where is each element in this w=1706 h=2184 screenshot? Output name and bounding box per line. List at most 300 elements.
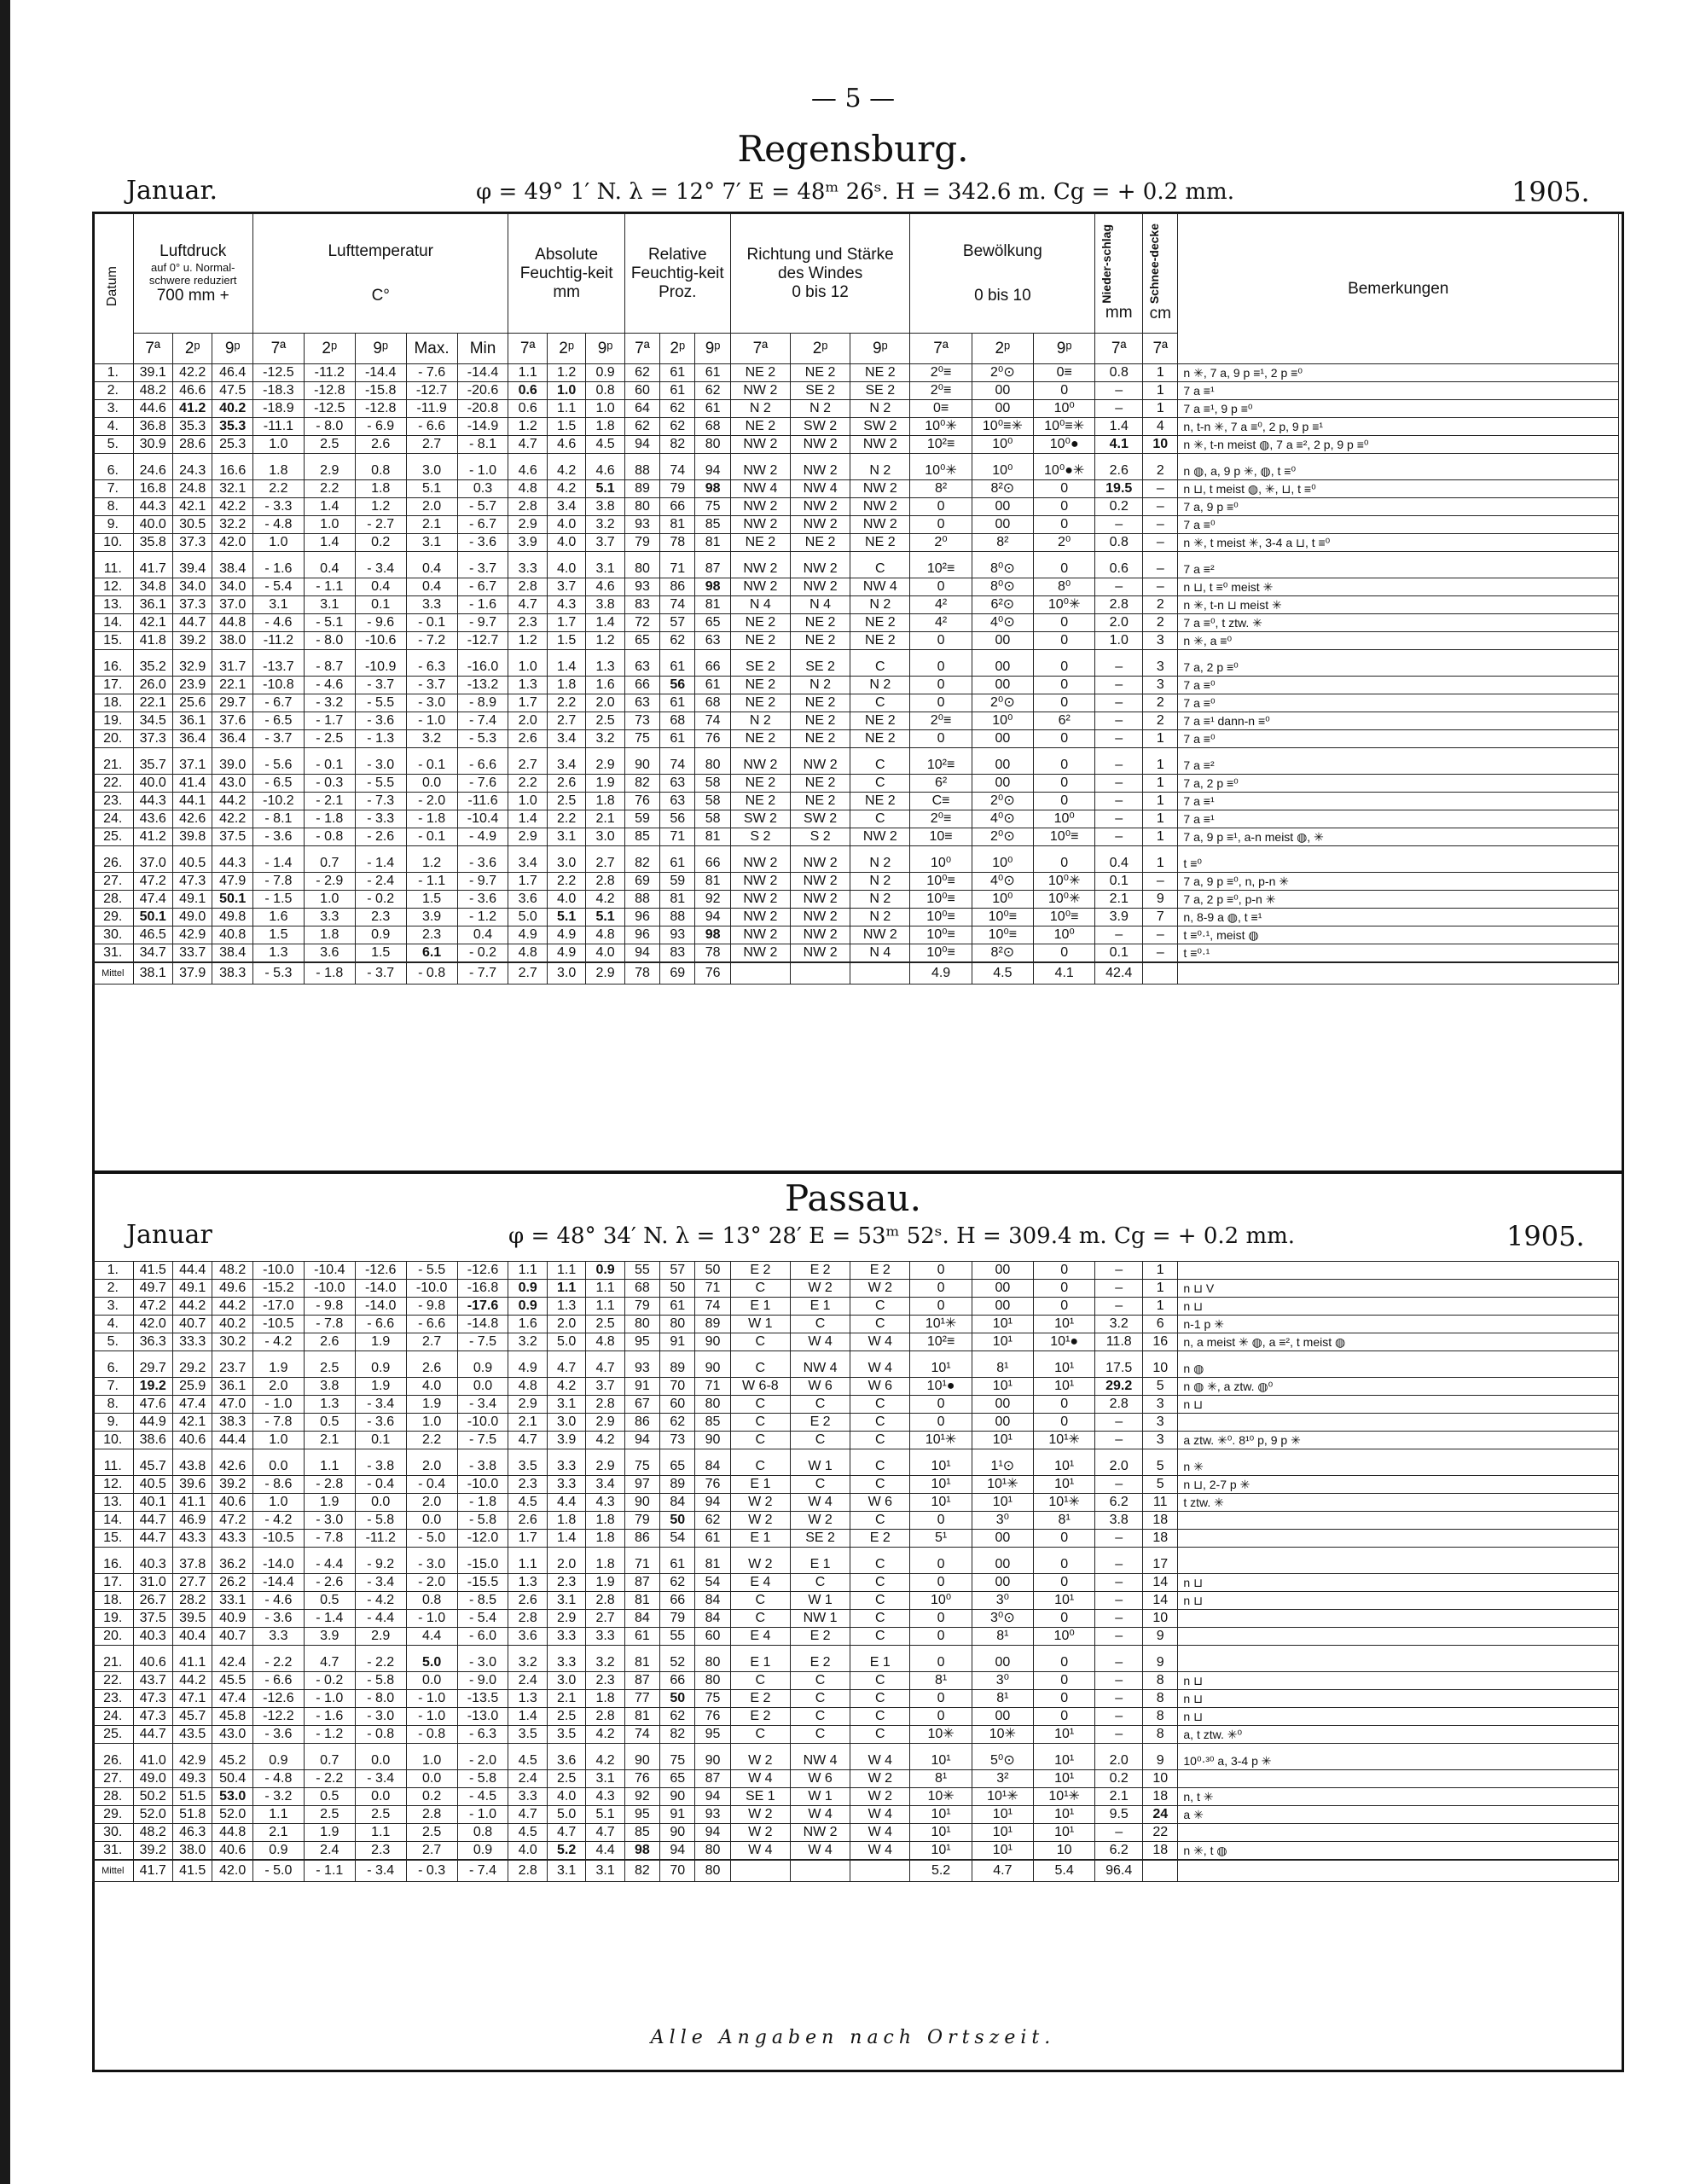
cell-w9: N 2	[850, 846, 910, 873]
cell-t9: - 6.9	[355, 418, 406, 436]
cell-w7: C	[730, 1280, 790, 1298]
cell-r2: 62	[660, 1708, 695, 1726]
cell-w9: C	[850, 1690, 910, 1708]
cell-w7: NE 2	[730, 632, 790, 650]
cell-r2: 50	[660, 1512, 695, 1530]
cell-w7: C	[730, 1432, 790, 1449]
cell-b7: 10⁰≡	[910, 891, 972, 909]
cell-tmin: - 4.5	[457, 1788, 508, 1806]
cell-p7: 42.0	[133, 1316, 172, 1333]
cell-w9: C	[850, 1726, 910, 1744]
cell-b2: 00	[972, 1530, 1033, 1548]
cell-a2: 2.2	[547, 694, 585, 712]
cell-r7: 94	[624, 944, 659, 963]
cell-p9: 50.1	[212, 891, 253, 909]
cell-a9: 2.9	[586, 748, 624, 775]
cell-t7: - 1.0	[252, 1396, 304, 1414]
sub-7a: 7ª	[1143, 334, 1178, 364]
cell-day: 25.	[93, 1726, 134, 1744]
cell-r2: 62	[660, 418, 695, 436]
cell-b2: 4⁰⊙	[972, 873, 1033, 891]
cell-w9: NW 2	[850, 926, 910, 944]
cell-p2: 41.1	[172, 1646, 212, 1672]
cell-b2: 10⁰	[972, 436, 1033, 454]
cell-b9: 0	[1034, 480, 1095, 498]
cell-b9: 10⁰	[1034, 810, 1095, 828]
cell-tmin: - 1.2	[457, 909, 508, 926]
cell-a7: 1.4	[508, 1708, 547, 1726]
cell-r9: 80	[695, 1646, 730, 1672]
cell-r7: 95	[624, 1333, 659, 1351]
cell-r9: 76	[695, 730, 730, 748]
cell-a2: 3.0	[547, 962, 585, 985]
cell-b7: 10⁰✳	[910, 418, 972, 436]
cell-p7: 35.8	[133, 534, 172, 552]
cell-w7: NW 2	[730, 909, 790, 926]
cell-r9: 66	[695, 650, 730, 677]
cell-p9: 40.6	[212, 1494, 253, 1512]
cell-a9: 4.7	[586, 1824, 624, 1842]
cell-w2: NW 2	[790, 891, 850, 909]
cell-r7: 95	[624, 1806, 659, 1824]
cell-remark: n ⊔	[1178, 1396, 1619, 1414]
cell-tmin: -10.0	[457, 1476, 508, 1494]
cell-tmax: 2.2	[406, 1432, 457, 1449]
cell-w9: SW 2	[850, 418, 910, 436]
cell-w7: S 2	[730, 828, 790, 846]
cell-t2: - 1.8	[304, 810, 355, 828]
cell-rain: 9.5	[1095, 1806, 1143, 1824]
cell-a7: 2.8	[508, 578, 547, 596]
cell-tmin: - 8.9	[457, 694, 508, 712]
cell-p9: 53.0	[212, 1788, 253, 1806]
cell-w9: W 2	[850, 1280, 910, 1298]
header-datum: Datum	[93, 214, 134, 364]
cell-r9: 84	[695, 1592, 730, 1610]
cell-a9: 2.9	[586, 1449, 624, 1476]
cell-w9: C	[850, 1574, 910, 1592]
cell-w9: C	[850, 694, 910, 712]
cell-day: 27.	[93, 1770, 134, 1788]
cell-a7: 1.3	[508, 1690, 547, 1708]
cell-p7: 39.1	[133, 364, 172, 382]
cell-remark: 7 a ≡¹ dann-n ≡⁰	[1178, 712, 1619, 730]
cell-t7: - 5.6	[252, 748, 304, 775]
cell-r2: 88	[660, 909, 695, 926]
cell-w9: W 2	[850, 1788, 910, 1806]
cell-day: 22.	[93, 775, 134, 793]
day-row	[93, 1378, 1619, 1396]
cell-b9: 0	[1034, 1574, 1095, 1592]
cell-b9: 10¹✳	[1034, 1788, 1095, 1806]
cell-tmin: -12.6	[457, 1262, 508, 1280]
cell-b9: 10¹●	[1034, 1333, 1095, 1351]
cell-a7: 3.6	[508, 1628, 547, 1646]
cell-t7: - 4.6	[252, 1592, 304, 1610]
cell-day: 19.	[93, 712, 134, 730]
cell-p7: 50.1	[133, 909, 172, 926]
cell-p7: 47.3	[133, 1690, 172, 1708]
cell-tmax: 2.7	[406, 436, 457, 454]
cell-b2: 00	[972, 516, 1033, 534]
day-row	[93, 1262, 1619, 1280]
cell-snow: 14	[1143, 1574, 1178, 1592]
cell-a2: 3.0	[547, 1414, 585, 1432]
cell-b7: 5¹	[910, 1530, 972, 1548]
cell-a2: 4.9	[547, 926, 585, 944]
cell-w2	[790, 962, 850, 985]
header-wind: Richtung und Stärke des Windes 0 bis 12	[730, 214, 910, 334]
cell-w9: NE 2	[850, 793, 910, 810]
cell-tmin: - 9.0	[457, 1672, 508, 1690]
cell-b7: 10⁰	[910, 846, 972, 873]
cell-a9: 1.8	[586, 793, 624, 810]
cell-remark: n ◍, a, 9 p ✳, ◍, t ≡⁰	[1178, 454, 1619, 480]
cell-r2: 50	[660, 1690, 695, 1708]
cell-w2: C	[790, 1672, 850, 1690]
cell-a9: 1.9	[586, 1574, 624, 1592]
cell-a9: 2.7	[586, 1610, 624, 1628]
cell-p9: 40.2	[212, 400, 253, 418]
cell-r2: 74	[660, 454, 695, 480]
cell-remark: n ⊔, t ≡⁰ meist ✳	[1178, 578, 1619, 596]
cell-rain: 3.9	[1095, 909, 1143, 926]
cell-t7: - 7.8	[252, 1414, 304, 1432]
cell-w7: NW 2	[730, 748, 790, 775]
cell-r2: 80	[660, 1316, 695, 1333]
cell-t7: 0.9	[252, 1744, 304, 1770]
cell-day: 3.	[93, 400, 134, 418]
cell-b9: 10⁰✳	[1034, 891, 1095, 909]
cell-p7: 41.0	[133, 1744, 172, 1770]
cell-r9: 78	[695, 944, 730, 963]
cell-t7: - 4.6	[252, 614, 304, 632]
cell-rain: –	[1095, 810, 1143, 828]
cell-a9: 3.3	[586, 1628, 624, 1646]
cell-p7: 44.7	[133, 1512, 172, 1530]
cell-t2: - 1.8	[304, 962, 355, 985]
cell-a7: 2.4	[508, 1672, 547, 1690]
cell-remark: n, 8-9 a ◍, t ≡¹	[1178, 909, 1619, 926]
cell-t9: - 7.3	[355, 793, 406, 810]
cell-tmax: 3.2	[406, 730, 457, 748]
cell-t9: - 3.4	[355, 552, 406, 578]
cell-a7: 2.6	[508, 1512, 547, 1530]
cell-a7: 3.5	[508, 1449, 547, 1476]
cell-t2: - 2.5	[304, 730, 355, 748]
cell-t9: 1.8	[355, 480, 406, 498]
cell-w2: NE 2	[790, 712, 850, 730]
cell-a9: 4.7	[586, 1351, 624, 1378]
cell-p7: 37.0	[133, 846, 172, 873]
day-row	[93, 846, 1619, 873]
cell-r7: 60	[624, 382, 659, 400]
cell-day: 30.	[93, 926, 134, 944]
cell-tmax: 2.8	[406, 1806, 457, 1824]
cell-t7: -10.0	[252, 1262, 304, 1280]
cell-r9: 62	[695, 382, 730, 400]
cell-w2: N 4	[790, 596, 850, 614]
cell-w2: NE 2	[790, 614, 850, 632]
cell-p7: 38.6	[133, 1432, 172, 1449]
day-row	[93, 454, 1619, 480]
cell-tmax: - 6.6	[406, 1316, 457, 1333]
cell-a9: 1.0	[586, 400, 624, 418]
day-row	[93, 1414, 1619, 1432]
day-row	[93, 1726, 1619, 1744]
cell-remark: n-1 p ✳	[1178, 1316, 1619, 1333]
cell-r2: 56	[660, 810, 695, 828]
cell-tmin: -16.0	[457, 650, 508, 677]
cell-t9: -10.9	[355, 650, 406, 677]
station-title-passau: Passau.	[785, 1177, 921, 1219]
cell-w7: W 2	[730, 1494, 790, 1512]
cell-p7: 44.3	[133, 793, 172, 810]
cell-rain: –	[1095, 1530, 1143, 1548]
cell-day: 24.	[93, 810, 134, 828]
cell-b9: 0	[1034, 1414, 1095, 1432]
day-row	[93, 498, 1619, 516]
cell-p7: 48.2	[133, 382, 172, 400]
cell-t2: - 7.8	[304, 1530, 355, 1548]
cell-a9: 2.8	[586, 1396, 624, 1414]
cell-p7: 35.2	[133, 650, 172, 677]
cell-t2: - 0.3	[304, 775, 355, 793]
cell-a9: 2.5	[586, 1316, 624, 1333]
cell-snow: 11	[1143, 1494, 1178, 1512]
cell-tmin: -20.6	[457, 382, 508, 400]
day-row	[93, 694, 1619, 712]
cell-r2: 83	[660, 944, 695, 963]
cell-w9: C	[850, 1449, 910, 1476]
cell-p2: 44.1	[172, 793, 212, 810]
cell-tmin: - 6.3	[457, 1726, 508, 1744]
cell-b7: 10¹	[910, 1494, 972, 1512]
cell-tmax: 0.4	[406, 552, 457, 578]
cell-t2: -10.0	[304, 1280, 355, 1298]
cell-p2: 49.0	[172, 909, 212, 926]
cell-a2: 1.5	[547, 418, 585, 436]
cell-rain: 2.8	[1095, 1396, 1143, 1414]
cell-a7: 2.1	[508, 1414, 547, 1432]
cell-a7: 1.7	[508, 1530, 547, 1548]
cell-tmin: - 5.8	[457, 1512, 508, 1530]
cell-snow: 2	[1143, 694, 1178, 712]
cell-a7: 2.4	[508, 1770, 547, 1788]
cell-a2: 3.1	[547, 828, 585, 846]
cell-p9: 44.8	[212, 1824, 253, 1842]
cell-p7: 16.8	[133, 480, 172, 498]
cell-a7: 0.6	[508, 400, 547, 418]
cell-a9: 2.1	[586, 810, 624, 828]
cell-t7: - 6.5	[252, 775, 304, 793]
cell-b7: 0	[910, 1396, 972, 1414]
cell-a2: 2.5	[547, 1708, 585, 1726]
cell-t9: - 3.4	[355, 1396, 406, 1414]
cell-b2: 00	[972, 1298, 1033, 1316]
cell-a7: 2.3	[508, 1476, 547, 1494]
cell-day: 18.	[93, 694, 134, 712]
cell-t9: - 3.0	[355, 748, 406, 775]
cell-b9: 10	[1034, 1842, 1095, 1861]
day-row	[93, 436, 1619, 454]
cell-r9: 60	[695, 1628, 730, 1646]
cell-p7: 40.0	[133, 516, 172, 534]
cell-b9: 10¹	[1034, 1806, 1095, 1824]
cell-p9: 42.2	[212, 810, 253, 828]
cell-a7: 3.3	[508, 552, 547, 578]
cell-snow: 2	[1143, 614, 1178, 632]
cell-snow: 9	[1143, 1744, 1178, 1770]
cell-w2: E 2	[790, 1414, 850, 1432]
day-row	[93, 1842, 1619, 1861]
cell-t9: - 3.3	[355, 810, 406, 828]
cell-b9: 10¹	[1034, 1449, 1095, 1476]
cell-w7: NE 2	[730, 793, 790, 810]
cell-w2: E 2	[790, 1628, 850, 1646]
cell-a9: 5.1	[586, 480, 624, 498]
cell-r2: 93	[660, 926, 695, 944]
cell-snow: 18	[1143, 1530, 1178, 1548]
cell-a7: 2.9	[508, 828, 547, 846]
cell-b7: 10⁰	[910, 1592, 972, 1610]
cell-b2: 00	[972, 650, 1033, 677]
cell-b9: 0	[1034, 1672, 1095, 1690]
cell-tmax: 0.0	[406, 1512, 457, 1530]
cell-a2: 3.4	[547, 748, 585, 775]
cell-t2: 0.5	[304, 1414, 355, 1432]
cell-t2: 2.1	[304, 1432, 355, 1449]
cell-r7: 82	[624, 775, 659, 793]
cell-b2: 2⁰⊙	[972, 828, 1033, 846]
cell-b7: 2⁰≡	[910, 364, 972, 382]
cell-a9: 3.0	[586, 828, 624, 846]
cell-snow: 8	[1143, 1726, 1178, 1744]
cell-day: 29.	[93, 909, 134, 926]
cell-p2: 43.3	[172, 1530, 212, 1548]
cell-a7: 3.2	[508, 1333, 547, 1351]
cell-w2: C	[790, 1574, 850, 1592]
cell-r7: 68	[624, 1280, 659, 1298]
cell-remark	[1178, 1824, 1619, 1842]
cell-r9: 58	[695, 810, 730, 828]
cell-t9: -12.8	[355, 400, 406, 418]
regensburg-table	[92, 213, 1619, 985]
cell-a7: 1.1	[508, 364, 547, 382]
cell-t2: - 4.6	[304, 677, 355, 694]
cell-w7: C	[730, 1592, 790, 1610]
cell-p9: 40.6	[212, 1842, 253, 1861]
cell-b7: 0	[910, 1574, 972, 1592]
cell-tmax: - 0.3	[406, 1860, 457, 1882]
cell-p9: 36.4	[212, 730, 253, 748]
cell-w7: NW 2	[730, 944, 790, 963]
cell-a7: 2.6	[508, 1592, 547, 1610]
cell-p9: 45.2	[212, 1744, 253, 1770]
cell-w7: C	[730, 1610, 790, 1628]
cell-tmax: 0.0	[406, 1770, 457, 1788]
cell-t9: -14.0	[355, 1280, 406, 1298]
cell-w2: NW 4	[790, 1351, 850, 1378]
day-row	[93, 1574, 1619, 1592]
cell-w9: E 2	[850, 1262, 910, 1280]
cell-b9: 10¹	[1034, 1824, 1095, 1842]
day-row	[93, 1610, 1619, 1628]
cell-w2: NW 4	[790, 480, 850, 498]
cell-a2: 3.3	[547, 1646, 585, 1672]
cell-day: 10.	[93, 1432, 134, 1449]
cell-t9: - 0.2	[355, 891, 406, 909]
sub-2p: 2ᵖ	[660, 334, 695, 364]
day-row	[93, 1333, 1619, 1351]
cell-tmin: - 3.0	[457, 1646, 508, 1672]
day-row	[93, 748, 1619, 775]
cell-r7: 75	[624, 1449, 659, 1476]
cell-remark: n ⊔, t meist ◍, ✳, ⊔, t ≡⁰	[1178, 480, 1619, 498]
cell-p9: 23.7	[212, 1351, 253, 1378]
cell-w9: N 2	[850, 891, 910, 909]
cell-a9: 5.1	[586, 909, 624, 926]
day-row	[93, 909, 1619, 926]
cell-p7: 41.7	[133, 552, 172, 578]
cell-w2: E 2	[790, 1646, 850, 1672]
cell-w7: NW 2	[730, 382, 790, 400]
cell-r7: 94	[624, 436, 659, 454]
cell-tmin: 0.9	[457, 1351, 508, 1378]
cell-r2: 89	[660, 1476, 695, 1494]
cell-t2: 3.6	[304, 944, 355, 963]
cell-r2: 73	[660, 1432, 695, 1449]
cell-a7: 4.7	[508, 1432, 547, 1449]
cell-t9: 0.0	[355, 1494, 406, 1512]
cell-r9: 81	[695, 596, 730, 614]
cell-r7: 80	[624, 552, 659, 578]
cell-a2: 3.1	[547, 1860, 585, 1882]
cell-a9: 4.2	[586, 891, 624, 909]
cell-rain: –	[1095, 1672, 1143, 1690]
cell-a9: 1.9	[586, 775, 624, 793]
cell-snow: –	[1143, 926, 1178, 944]
cell-b7: 10⁰≡	[910, 944, 972, 963]
cell-snow: 10	[1143, 436, 1178, 454]
cell-r7: 73	[624, 712, 659, 730]
cell-b7: 0	[910, 1298, 972, 1316]
cell-a9: 1.4	[586, 614, 624, 632]
cell-remark: n ⊔	[1178, 1574, 1619, 1592]
cell-a2: 1.1	[547, 1262, 585, 1280]
cell-a2: 1.1	[547, 400, 585, 418]
cell-a9: 4.4	[586, 1842, 624, 1861]
cell-p2: 40.5	[172, 846, 212, 873]
cell-b2: 00	[972, 1708, 1033, 1726]
cell-snow: –	[1143, 498, 1178, 516]
cell-t7: - 6.7	[252, 694, 304, 712]
cell-a7: 1.1	[508, 1262, 547, 1280]
cell-tmax: - 1.0	[406, 1610, 457, 1628]
month-label-passau: Januar	[126, 1220, 212, 1250]
cell-r9: 90	[695, 1432, 730, 1449]
cell-remark	[1178, 1414, 1619, 1432]
cell-t7: - 4.8	[252, 1770, 304, 1788]
cell-a9: 3.7	[586, 1378, 624, 1396]
cell-t7: -13.7	[252, 650, 304, 677]
cell-r2: 65	[660, 1449, 695, 1476]
cell-t2: -11.2	[304, 364, 355, 382]
cell-b7: 10⁰≡	[910, 926, 972, 944]
cell-p7: 52.0	[133, 1806, 172, 1824]
cell-p2: 39.2	[172, 632, 212, 650]
cell-p7: 34.7	[133, 944, 172, 963]
